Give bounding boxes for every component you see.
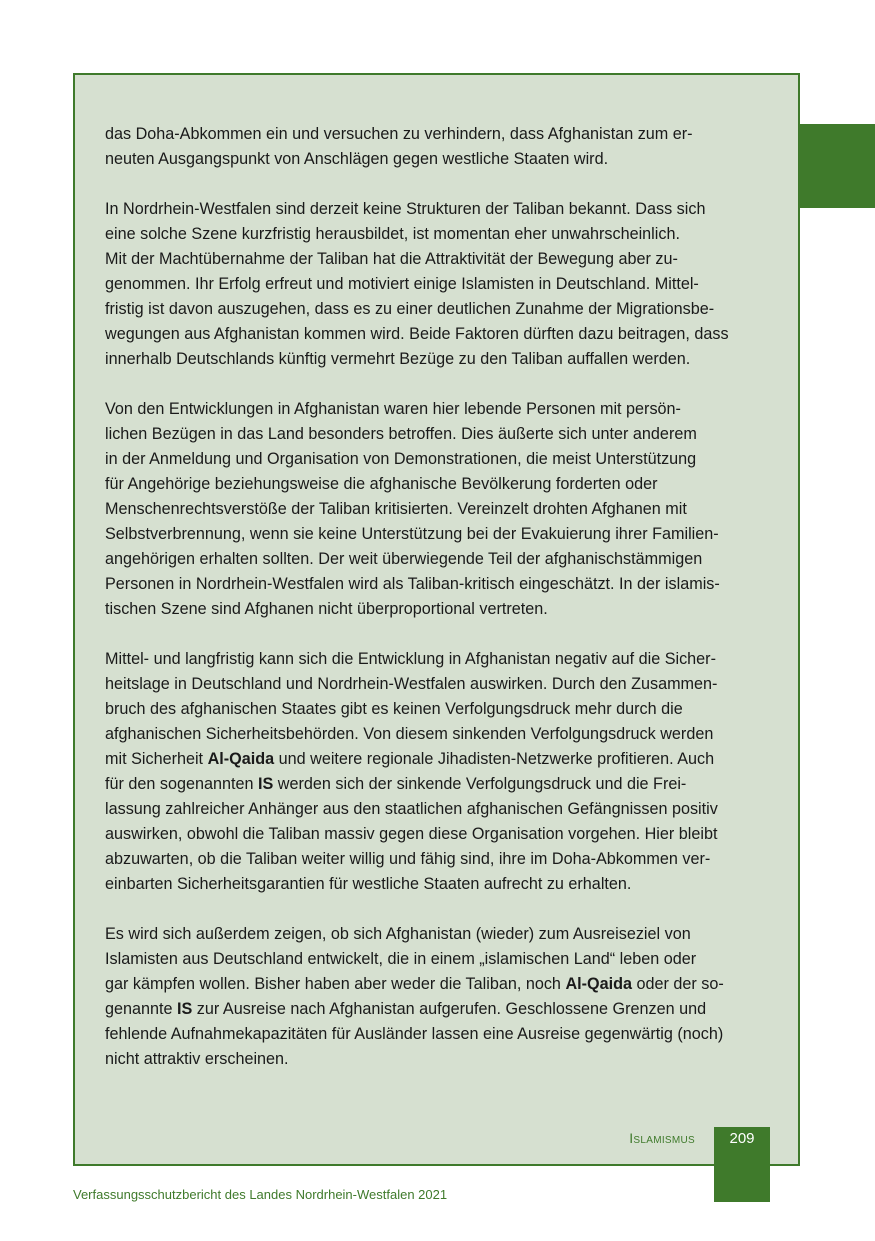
body-text — [105, 122, 775, 1097]
text-segment: und weitere regionale Jihadisten-Netzwerke profitieren. Auch für den sogenannten — [105, 750, 715, 793]
chapter-tab-marker — [800, 124, 875, 208]
page-number: 209 — [729, 1130, 755, 1147]
text-segment: oder der so- genannte — [105, 975, 724, 1018]
section-label: Islamismus — [629, 1130, 695, 1146]
bold-term: Al-Qaida — [565, 975, 632, 993]
bold-term: IS — [177, 1000, 193, 1018]
text-segment: das Doha-Abkommen ein und versuchen zu verhindern, dass Afghanistan zum er- neuten Ausgangspunkt von Anschlägen gegen westliche Staaten wird. — [105, 125, 693, 168]
text-segment: Mittel- und langfristig kann sich die Entwicklung in Afghanistan negativ auf die Sicher- heitslage in Deutschland und Nordrhein-Westfalen auswirken. Durch den Zusammen- bruch des afghanischen Staates gibt es keinen Verfolgungsdruck mehr durch die afghanischen Sicherheitsbehörden. Von diesem sinkenden Verfolgungsdruck werden mit Sicherheit — [105, 650, 718, 768]
text-segment: werden sich der sinkende Verfolgungsdruck und die Frei- lassung zahlreicher Anhänger aus den staatlichen afghanischen Gefängnissen positiv auswirken, obwohl die Taliban massiv gegen diese Organisation vorgehen. Hier bleibt abzuwarten, ob die Taliban weiter willig und fähig sind, ihre im Doha-Abkommen ver- einbarten Sicherheitsgarantien für westliche Staaten aufrecht zu erhalten. — [105, 775, 718, 893]
paragraph — [105, 197, 775, 372]
text-segment: In Nordrhein-Westfalen sind derzeit keine Strukturen der Taliban bekannt. Dass sich eine solche Szene kurzfristig herausbildet, ist momentan eher unwahrscheinlich. Mit der Machtübernahme der Taliban hat die Attraktivität der Bewegung aber zu- genommen. Ihr Erfolg erfreut und motiviert einige Islamisten in Deutschland. Mittel- fristig ist davon auszugehen, dass es zu einer deutlichen Zunahme der Migrationsbe- wegungen aus Afghanistan kommen wird. Beide Faktoren dürften dazu beitragen, dass innerhalb Deutschlands künftig vermehrt Bezüge zu den Taliban auffallen werden. — [105, 200, 729, 368]
text-segment: Es wird sich außerdem zeigen, ob sich Afghanistan (wieder) zum Ausreiseziel von Islamisten aus Deutschland entwickelt, die in einem „islamischen Land“ leben oder gar kämpfen wollen. Bisher haben aber weder die Taliban, noch — [105, 925, 697, 993]
text-segment: zur Ausreise nach Afghanistan aufgerufen. Geschlossene Grenzen und fehlende Aufnahmekapazitäten für Ausländer lassen eine Ausreise gegenwärtig (noch) nicht attraktiv erscheinen. — [105, 1000, 724, 1068]
paragraph — [105, 397, 775, 622]
bold-term: Al-Qaida — [207, 750, 275, 768]
bold-term: IS — [258, 775, 274, 793]
text-segment: Von den Entwicklungen in Afghanistan waren hier lebende Personen mit persön- lichen Bezügen in das Land besonders betroffen. Dies äußerte sich unter anderem in der Anmeldung und Organisation von Demonstrationen, die meist Unterstützung für Angehörige beziehungsweise die afghanische Bevölkerung forderten oder Menschenrechtsverstöße der Taliban kritisierten. Vereinzelt drohten Afghanen mit Selbstverbrennung, wenn sie keine Unterstützung bei der Evakuierung ihrer Familien- angehörigen erhalten sollten. Der weit überwiegende Teil der afghanischstämmigen Personen in Nordrhein-Westfalen wird als Taliban-kritisch eingeschätzt. In der islamis- tischen Szene sind Afghanen nicht überproportional vertreten. — [105, 400, 720, 618]
paragraph — [105, 647, 775, 897]
paragraph — [105, 922, 775, 1072]
paragraph — [105, 122, 775, 172]
footer-title: Verfassungsschutzbericht des Landes Nordrhein-Westfalen 2021 — [73, 1187, 448, 1202]
